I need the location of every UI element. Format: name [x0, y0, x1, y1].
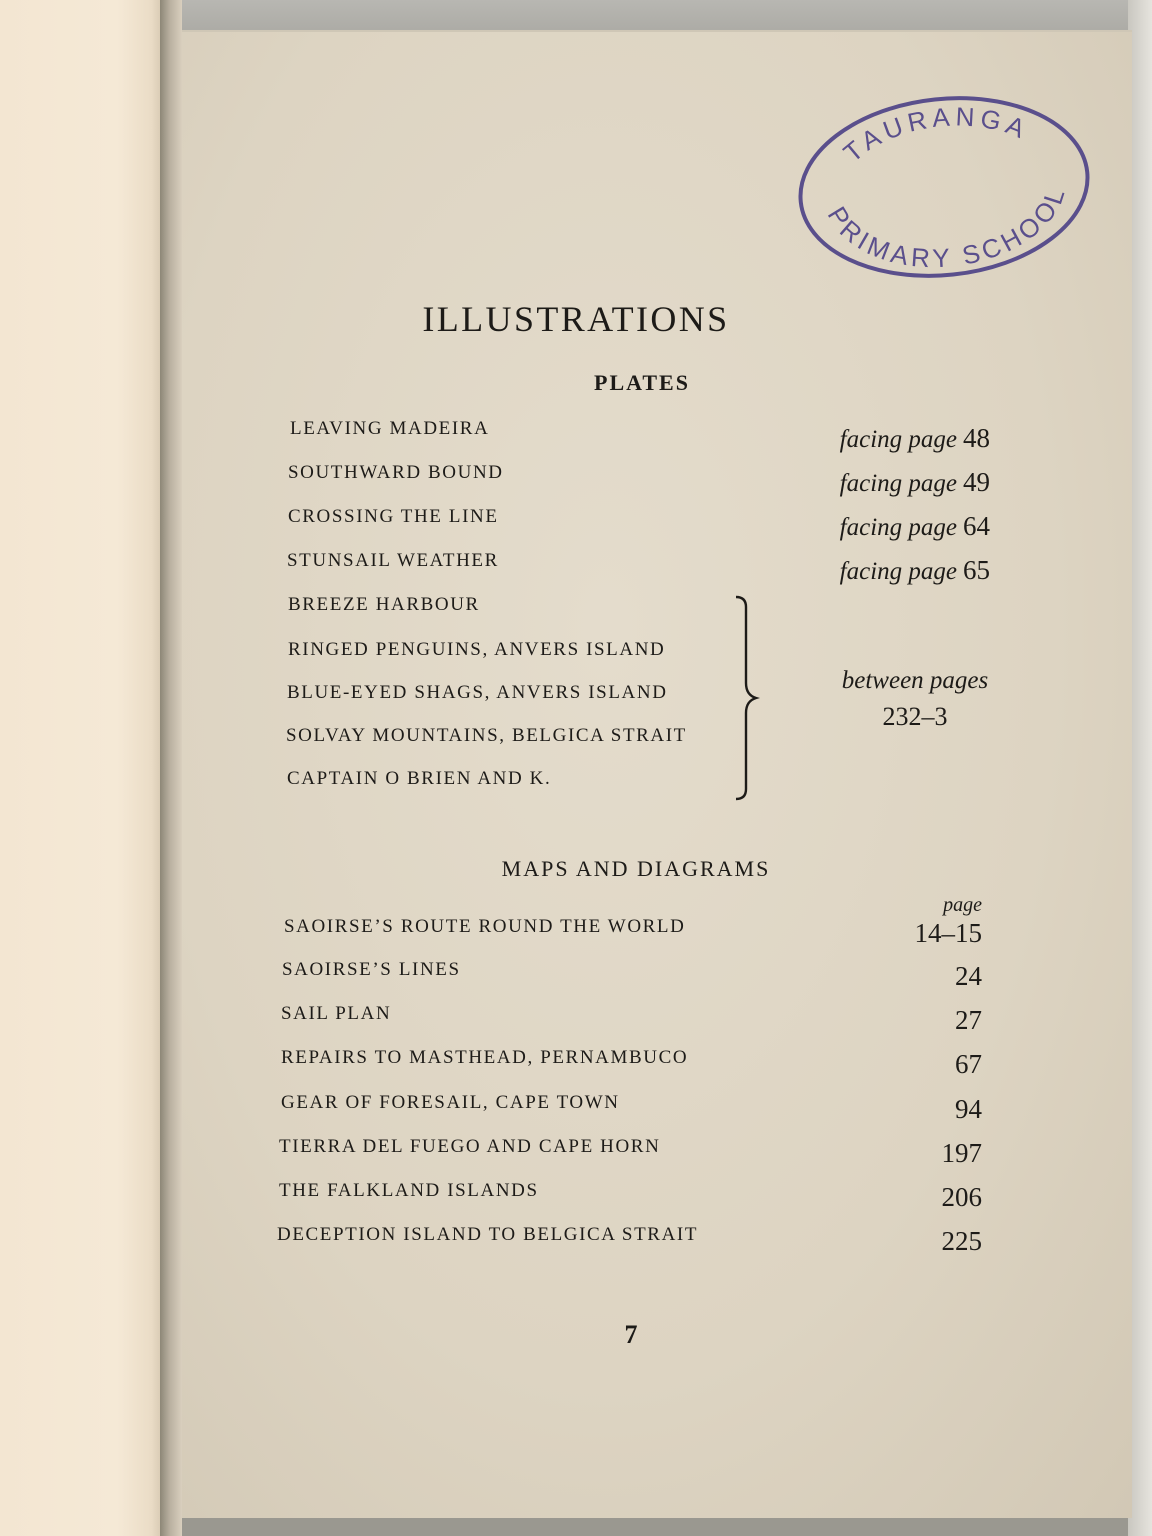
- facing-page-label: facing page: [839, 426, 957, 453]
- map-title: THE FALKLAND ISLANDS: [279, 1180, 539, 1201]
- plates-heading: PLATES: [594, 370, 690, 395]
- map-title: REPAIRS TO MASTHEAD, PERNAMBUCO: [281, 1047, 689, 1068]
- stamp-top-text: TAURANGA: [837, 101, 1034, 168]
- stamp-graphic: [785, 77, 1103, 297]
- school-stamp: [785, 77, 1103, 297]
- plate-title: BLUE-EYED SHAGS, ANVERS ISLAND: [287, 682, 668, 703]
- map-page-number: 27: [955, 1005, 982, 1035]
- map-page-number: 14–15: [914, 918, 982, 948]
- map-page-number: 24: [955, 961, 982, 991]
- facing-page-label: facing page: [839, 514, 957, 541]
- map-page-number: 206: [941, 1182, 982, 1212]
- map-title: GEAR OF FORESAIL, CAPE TOWN: [281, 1092, 620, 1113]
- book-gutter: [160, 0, 182, 1536]
- between-pages-label: between pages: [841, 667, 989, 694]
- map-page-number: 94: [955, 1094, 982, 1124]
- between-pages-range: 232–3: [882, 702, 948, 731]
- facing-left-page: [0, 0, 168, 1536]
- facing-page-label: facing page: [839, 558, 957, 585]
- plate-title: CAPTAIN O BRIEN AND K.: [287, 768, 552, 789]
- map-title: SAOIRSE’S LINES: [282, 959, 461, 980]
- map-title: DECEPTION ISLAND TO BELGICA STRAIT: [277, 1224, 699, 1245]
- map-page-number: 225: [941, 1226, 982, 1256]
- map-title: SAIL PLAN: [281, 1003, 392, 1024]
- plate-title: CROSSING THE LINE: [288, 506, 499, 527]
- facing-page-number: 48: [963, 423, 990, 453]
- page-number: 7: [624, 1320, 638, 1349]
- map-page-number: 67: [955, 1049, 982, 1079]
- brace-icon: [732, 595, 760, 801]
- plate-facing-page: [800, 555, 990, 586]
- facing-page-number: 64: [963, 511, 990, 541]
- plate-facing-page: [800, 467, 990, 498]
- maps-heading: MAPS AND DIAGRAMS: [501, 856, 771, 881]
- page-title: ILLUSTRATIONS: [422, 299, 730, 339]
- page-column-label: page: [943, 894, 982, 916]
- plate-title: SOUTHWARD BOUND: [288, 462, 504, 483]
- plate-facing-page: [800, 511, 990, 542]
- facing-page-number: 65: [963, 555, 990, 585]
- plate-title: RINGED PENGUINS, ANVERS ISLAND: [288, 639, 666, 660]
- map-page-number: 197: [941, 1138, 982, 1168]
- map-title: SAOIRSE’S ROUTE ROUND THE WORLD: [284, 916, 686, 937]
- facing-page-label: facing page: [839, 470, 957, 497]
- map-title: TIERRA DEL FUEGO AND CAPE HORN: [279, 1136, 661, 1157]
- plate-title: STUNSAIL WEATHER: [287, 550, 499, 571]
- plate-title: BREEZE HARBOUR: [288, 594, 480, 615]
- facing-page-number: 49: [963, 467, 990, 497]
- plate-facing-page: [800, 423, 990, 454]
- stamp-bottom-text: PRIMARY SCHOOL: [821, 181, 1072, 274]
- plate-title: SOLVAY MOUNTAINS, BELGICA STRAIT: [286, 725, 687, 746]
- plate-title: LEAVING MADEIRA: [290, 418, 490, 439]
